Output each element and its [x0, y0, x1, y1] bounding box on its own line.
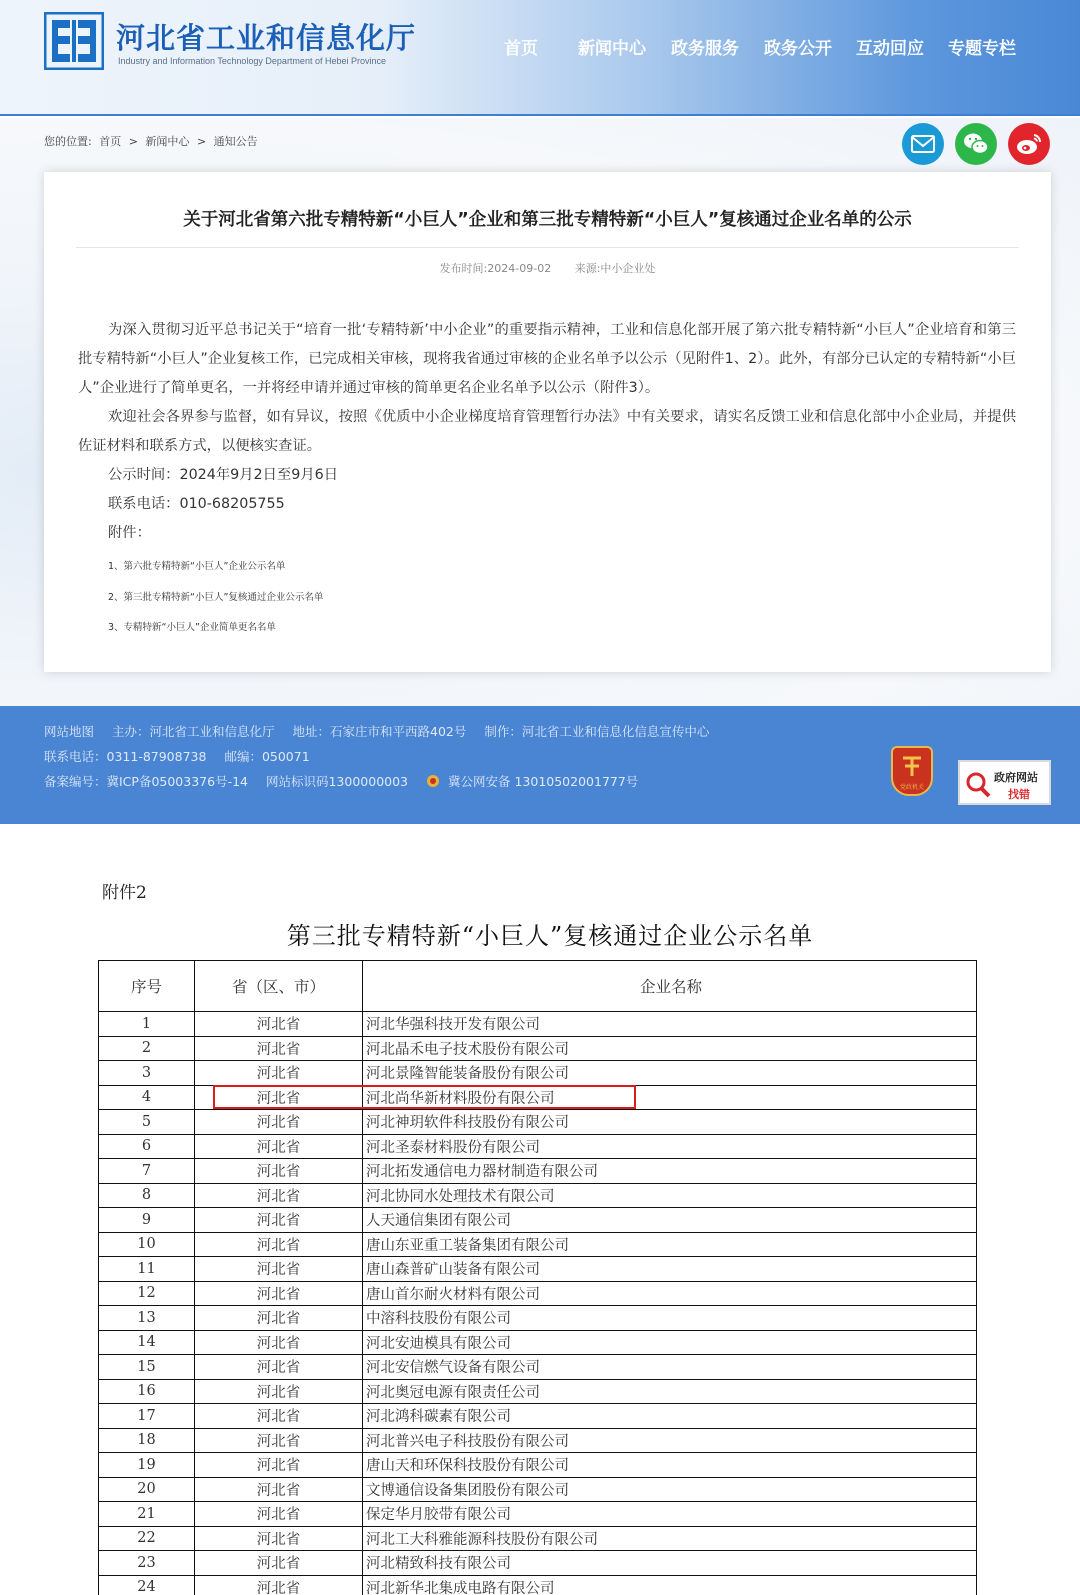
- row-province: 河北省: [195, 1453, 363, 1478]
- row-serial: 23: [99, 1551, 195, 1576]
- breadcrumb-separator: >: [128, 135, 138, 148]
- table-row: [99, 1257, 977, 1282]
- share-weibo-button[interactable]: [1008, 123, 1050, 165]
- breadcrumb-notices[interactable]: 通知公告: [213, 135, 258, 148]
- breadcrumb-news-center[interactable]: 新闻中心: [145, 135, 190, 148]
- site-subtitle: Industry and Information Technology Department of Hebei Province: [118, 56, 386, 66]
- row-company: 河北鸿科碳素有限公司: [363, 1404, 977, 1429]
- table-row: [99, 1575, 977, 1595]
- site-header: [0, 0, 1080, 116]
- row-company: 河北神玥软件科技股份有限公司: [363, 1110, 977, 1135]
- table-row: [99, 1453, 977, 1478]
- row-province: 河北省: [195, 1159, 363, 1184]
- row-company: 河北精致科技有限公司: [363, 1551, 977, 1576]
- row-province: 河北省: [195, 1183, 363, 1208]
- notice-period: 公示时间：2024年9月2日至9月6日: [108, 467, 339, 483]
- row-province: 河北省: [195, 1428, 363, 1453]
- row-serial: 6: [99, 1134, 195, 1159]
- row-province: 河北省: [195, 1134, 363, 1159]
- footer-phone: 联系电话：0311-87908738: [44, 749, 207, 764]
- header-province: 省（区、市）: [195, 961, 363, 1012]
- row-province: 河北省: [195, 1330, 363, 1355]
- article-body: [78, 316, 1016, 548]
- row-serial: 18: [99, 1428, 195, 1453]
- row-serial: 5: [99, 1110, 195, 1135]
- row-serial: 1: [99, 1012, 195, 1037]
- magnifier-icon: [963, 769, 993, 799]
- row-province: 河北省: [195, 1551, 363, 1576]
- footer-line-3: [44, 772, 652, 790]
- row-company: 河北圣泰材料股份有限公司: [363, 1134, 977, 1159]
- mail-icon: [902, 123, 944, 165]
- row-company: 河北安迪模具有限公司: [363, 1330, 977, 1355]
- row-province: 河北省: [195, 1281, 363, 1306]
- party-badge-label: 党政机关: [899, 784, 924, 791]
- row-company: 河北安信燃气设备有限公司: [363, 1355, 977, 1380]
- nav-gov-services[interactable]: 政务服务: [671, 39, 739, 59]
- table-row: [99, 1502, 977, 1527]
- publish-time: 发布时间:2024-09-02: [439, 262, 552, 275]
- main-nav: [0, 34, 1080, 59]
- table-row: [99, 1159, 977, 1184]
- row-serial: 4: [99, 1085, 195, 1110]
- title-divider: [76, 247, 1019, 248]
- row-serial: 17: [99, 1404, 195, 1429]
- row-province: 河北省: [195, 1012, 363, 1037]
- document-attachment-label: 附件2: [102, 883, 147, 903]
- error-badge-line1: 政府网站: [994, 771, 1038, 784]
- article-title: 关于河北省第六批专精特新“小巨人”企业和第三批专精特新“小巨人”复核通过企业名单的公示: [183, 210, 912, 230]
- row-serial: 11: [99, 1257, 195, 1282]
- row-serial: 2: [99, 1036, 195, 1061]
- table-row: [99, 1183, 977, 1208]
- article-paragraph: 欢迎社会各界参与监督，如有异议，按照《优质中小企业梯度培育管理暂行办法》中有关要求，请实名反馈工业和信息化部中小企业局，并提供佐证材料和联系方式，以便核实查证。: [78, 409, 1016, 454]
- table-row: [99, 1232, 977, 1257]
- article-paragraph: 为深入贯彻习近平总书记关于“培育一批‘专精特新’中小企业”的重要指示精神，工业和信息化部开展了第六批专精特新“小巨人”企业培育和第三批专精特新“小巨人”企业复核工作，已完成相关审核，现将我省通过审核的企业名单予以公示（见附件1、2）。此外，有部分已认定的专精特新“小巨人”企业进行了简单更名，一并将经申请并通过审核的简单更名企业名单予以公示（附件3）。: [78, 322, 1016, 396]
- company-list-table: [98, 960, 977, 1595]
- row-company: 唐山东亚重工装备集团有限公司: [363, 1232, 977, 1257]
- footer-host: 主办：河北省工业和信息化厅: [112, 724, 275, 739]
- nav-special-topics[interactable]: 专题专栏: [948, 39, 1016, 59]
- row-company: 文博通信设备集团股份有限公司: [363, 1477, 977, 1502]
- table-row: [99, 1208, 977, 1233]
- footer-line-2: [44, 747, 324, 765]
- contact-phone: 联系电话：010-68205755: [108, 496, 285, 512]
- row-company: 人天通信集团有限公司: [363, 1208, 977, 1233]
- row-province: 河北省: [195, 1379, 363, 1404]
- table-row: [99, 1012, 977, 1037]
- row-province: 河北省: [195, 1110, 363, 1135]
- table-row: [99, 1110, 977, 1135]
- row-province: 河北省: [195, 1061, 363, 1086]
- row-province: 河北省: [195, 1502, 363, 1527]
- nav-interaction[interactable]: 互动回应: [856, 39, 924, 59]
- article-meta: [44, 260, 1051, 276]
- row-serial: 22: [99, 1526, 195, 1551]
- footer-icp[interactable]: 备案编号：冀ICP备05003376号-14: [44, 774, 248, 789]
- nav-news-center[interactable]: 新闻中心: [578, 39, 646, 59]
- row-serial: 12: [99, 1281, 195, 1306]
- attachment-link-1[interactable]: 1、第六批专精特新“小巨人”企业公示名单: [108, 561, 286, 572]
- article-card: [44, 172, 1051, 672]
- row-company: 河北尚华新材料股份有限公司: [363, 1085, 977, 1110]
- breadcrumb-label: 您的位置:: [44, 135, 92, 148]
- row-serial: 15: [99, 1355, 195, 1380]
- table-row: [99, 1330, 977, 1355]
- row-company: 河北华强科技开发有限公司: [363, 1012, 977, 1037]
- party-emblem-icon: [893, 752, 931, 782]
- table-row: [99, 1526, 977, 1551]
- table-row: [99, 1379, 977, 1404]
- attachment-list: [108, 552, 323, 644]
- site-footer: [0, 706, 1080, 824]
- error-badge-line2: 找错: [1008, 788, 1030, 801]
- footer-sitemap-link[interactable]: 网站地图: [44, 724, 95, 739]
- table-row: [99, 1404, 977, 1429]
- row-company: 河北新华北集成电路有限公司: [363, 1575, 977, 1595]
- row-province: 河北省: [195, 1085, 363, 1110]
- row-province: 河北省: [195, 1526, 363, 1551]
- table-row: [99, 1061, 977, 1086]
- row-company: 河北工大科雅能源科技股份有限公司: [363, 1526, 977, 1551]
- row-serial: 9: [99, 1208, 195, 1233]
- party-government-badge[interactable]: [891, 746, 933, 796]
- wechat-icon: [955, 123, 997, 165]
- article-source: 来源:中小企业处: [574, 262, 656, 275]
- row-serial: 8: [99, 1183, 195, 1208]
- breadcrumb-separator: >: [196, 135, 207, 148]
- row-province: 河北省: [195, 1232, 363, 1257]
- footer-public-security[interactable]: 冀公网安备 13010502001777号: [447, 774, 639, 789]
- header-serial: 序号: [99, 961, 195, 1012]
- row-serial: 21: [99, 1502, 195, 1527]
- breadcrumb-home[interactable]: 首页: [99, 135, 122, 148]
- attachments-label: 附件：: [108, 525, 151, 541]
- row-province: 河北省: [195, 1404, 363, 1429]
- row-company: 河北协同水处理技术有限公司: [363, 1183, 977, 1208]
- table-row: [99, 1355, 977, 1380]
- row-company: 河北景隆智能装备股份有限公司: [363, 1061, 977, 1086]
- row-serial: 20: [99, 1477, 195, 1502]
- row-serial: 3: [99, 1061, 195, 1086]
- row-serial: 13: [99, 1306, 195, 1331]
- share-email-button[interactable]: [902, 123, 944, 165]
- footer-postcode: 邮编：050071: [224, 749, 310, 764]
- table-row: [99, 1428, 977, 1453]
- row-province: 河北省: [195, 1575, 363, 1595]
- row-province: 河北省: [195, 1477, 363, 1502]
- row-serial: 16: [99, 1379, 195, 1404]
- footer-producer: 制作：河北省工业和信息化信息宣传中心: [484, 724, 710, 739]
- weibo-icon: [1008, 123, 1050, 165]
- attachment-link-2[interactable]: 2、第三批专精特新“小巨人”复核通过企业公示名单: [108, 591, 324, 603]
- footer-address: 地址：石家庄市和平西路402号: [292, 724, 467, 739]
- nav-gov-disclosure[interactable]: 政务公开: [764, 39, 832, 59]
- row-serial: 19: [99, 1453, 195, 1478]
- nav-home[interactable]: 首页: [504, 39, 538, 59]
- footer-site-id: 网站标识码1300000003: [265, 774, 409, 789]
- row-company: 河北晶禾电子技术股份有限公司: [363, 1036, 977, 1061]
- share-wechat-button[interactable]: [955, 123, 997, 165]
- row-company: 河北奥冠电源有限责任公司: [363, 1379, 977, 1404]
- row-company: 唐山天和环保科技股份有限公司: [363, 1453, 977, 1478]
- row-serial: 14: [99, 1330, 195, 1355]
- row-company: 唐山森普矿山装备有限公司: [363, 1257, 977, 1282]
- table-row: [99, 1306, 977, 1331]
- site-title[interactable]: 河北省工业和信息化厅: [116, 21, 417, 55]
- footer-line-1: [44, 722, 723, 740]
- table-row: [99, 1134, 977, 1159]
- breadcrumb: [44, 133, 262, 149]
- row-province: 河北省: [195, 1036, 363, 1061]
- row-company: 河北拓发通信电力器材制造有限公司: [363, 1159, 977, 1184]
- row-company: 唐山首尔耐火材料有限公司: [363, 1281, 977, 1306]
- police-badge-icon: [426, 774, 440, 788]
- row-company: 河北普兴电子科技股份有限公司: [363, 1428, 977, 1453]
- row-province: 河北省: [195, 1208, 363, 1233]
- row-serial: 10: [99, 1232, 195, 1257]
- attachment-document: [0, 824, 1080, 1595]
- row-serial: 24: [99, 1575, 195, 1595]
- row-province: 河北省: [195, 1355, 363, 1380]
- row-company: 中溶科技股份有限公司: [363, 1306, 977, 1331]
- table-row: [99, 1551, 977, 1576]
- row-serial: 7: [99, 1159, 195, 1184]
- document-title: 第三批专精特新“小巨人”复核通过企业公示名单: [286, 922, 814, 950]
- table-header-row: [99, 961, 977, 1012]
- attachment-link-3[interactable]: 3、专精特新“小巨人”企业简单更名名单: [108, 622, 276, 633]
- row-province: 河北省: [195, 1257, 363, 1282]
- table-row: [99, 1477, 977, 1502]
- row-company: 保定华月胶带有限公司: [363, 1502, 977, 1527]
- table-row: [99, 1281, 977, 1306]
- table-row: [99, 1036, 977, 1061]
- header-company: 企业名称: [363, 961, 977, 1012]
- highlight-box: [213, 1085, 636, 1109]
- gov-site-error-report[interactable]: [958, 760, 1051, 805]
- row-province: 河北省: [195, 1306, 363, 1331]
